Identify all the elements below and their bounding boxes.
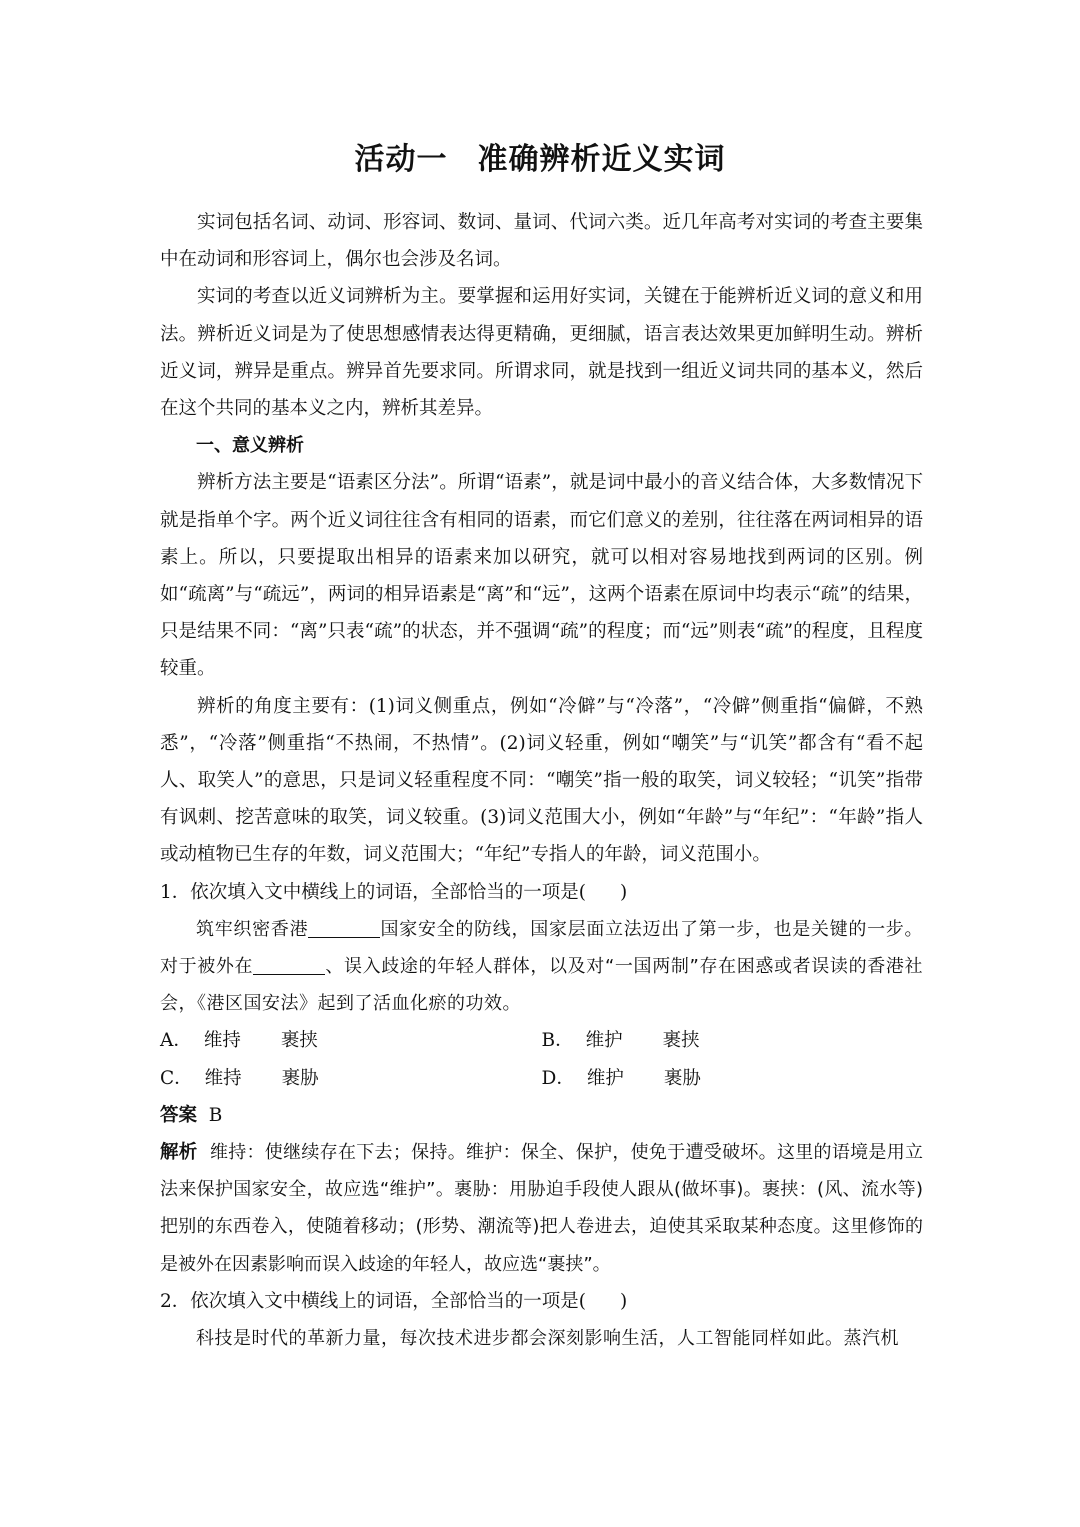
option-d[interactable]: D． 维护 裹胁 [541, 1067, 701, 1089]
option-c[interactable]: C． 维持 裹胁 [160, 1067, 319, 1089]
question-2-stem: 2．依次填入文中横线上的词语，全部恰当的一项是( ) [160, 1290, 628, 1312]
question-1-options [160, 1022, 923, 1096]
question-1-stem: 1．依次填入文中横线上的词语，全部恰当的一项是( ) [160, 881, 628, 903]
title-part1: 活动一 [354, 142, 448, 177]
blank-2 [253, 956, 325, 975]
analysis-label: 解析 [160, 1142, 198, 1164]
intro-paragraph-1: 实词包括名词、动词、形容词、数词、量词、代词六类。近几年高考对实词的考查主要集中在动词和形容词上，偶尔也会涉及名词。 [160, 212, 923, 271]
title-part2: 准确辨析近义实词 [477, 142, 726, 177]
question-2-passage: 科技是时代的革新力量，每次技术进步都会深刻影响生活，人工智能同样如此。蒸汽机 [196, 1328, 899, 1350]
analysis [160, 1134, 923, 1283]
question-1-passage: 筑牢织密香港 国家安全的防线，国家层面立法迈出了第一步，也是关键的一步。对于被外在 、误入歧途的年轻人群体，以及对“一国两制”存在困惑或者误读的香港社会，《港区国安法》起到了活血化瘀的功效。 [160, 918, 924, 1015]
intro-paragraph-2: 实词的考查以近义词辨析为主。要掌握和运用好实词，关键在于能辨析近义词的意义和用法。辨析近义词是为了使思想感情表达得更精确，更细腻，语言表达效果更加鲜明生动。辨析近义词，辨异是重点。辨异首先要求同。所谓求同，就是找到一组近义词共同的基本义，然后在这个共同的基本义之内，辨析其差异。 [160, 286, 923, 420]
answer-value: B [208, 1104, 223, 1126]
section-paragraph-1: 辨析方法主要是“语素区分法”。所谓“语素”，就是词中最小的音义结合体，大多数情况下就是指单个字。两个近义词往往含有相同的语素，而它们意义的差别，往往落在两词相异的语素上。所以，只要提取出相异的语素来加以研究，就可以相对容易地找到两词的区别。例如“疏离”与“疏远”，两词的相异语素是“离”和“远”，这两个语素在原词中均表示“疏”的结果，只是结果不同：“离”只表“疏”的状态，并不强调“疏”的程度；而“远”则表“疏”的程度，且程度较重。 [160, 472, 923, 680]
option-b[interactable]: B． 维护 裹挟 [541, 1030, 700, 1052]
blank-1 [308, 919, 380, 938]
analysis-text: 维持：使继续存在下去；保持。维护：保全、保护，使免于遭受破坏。这里的语境是用立法来保护国家安全，故应选“维护”。裹胁：用胁迫手段使人跟从(做坏事)。裹挟：(风、流水等)把别的东西卷入，使随着移动；(形势、潮流等)把人卷进去，迫使其采取某种态度。这里修饰的是被外在因素影响而误入歧途的年轻人，故应选“裹挟”。 [160, 1142, 923, 1275]
content-body [160, 204, 923, 1357]
section-paragraph-2: 辨析的角度主要有：(1)词义侧重点，例如“冷僻”与“冷落”，“冷僻”侧重指“偏僻，不熟悉”，“冷落”侧重指“不热闹，不热情”。(2)词义轻重，例如“嘲笑”与“讥笑”都含有“看不起人、取笑人”的意思，只是词义轻重程度不同：“嘲笑”指一般的取笑，词义较轻；“讥笑”指带有讽刺、挖苦意味的取笑，词义较重。(3)词义范围大小，例如“年龄”与“年纪”：“年龄”指人或动植物已生存的年数，词义范围大；“年纪”专指人的年龄，词义范围小。 [160, 695, 923, 866]
option-a[interactable]: A． 维持 裹挟 [160, 1030, 318, 1052]
answer-label: 答案 [160, 1104, 198, 1126]
answer-line [160, 1097, 923, 1134]
section-heading: 一、意义辨析 [196, 435, 304, 457]
page-title [0, 138, 1080, 182]
